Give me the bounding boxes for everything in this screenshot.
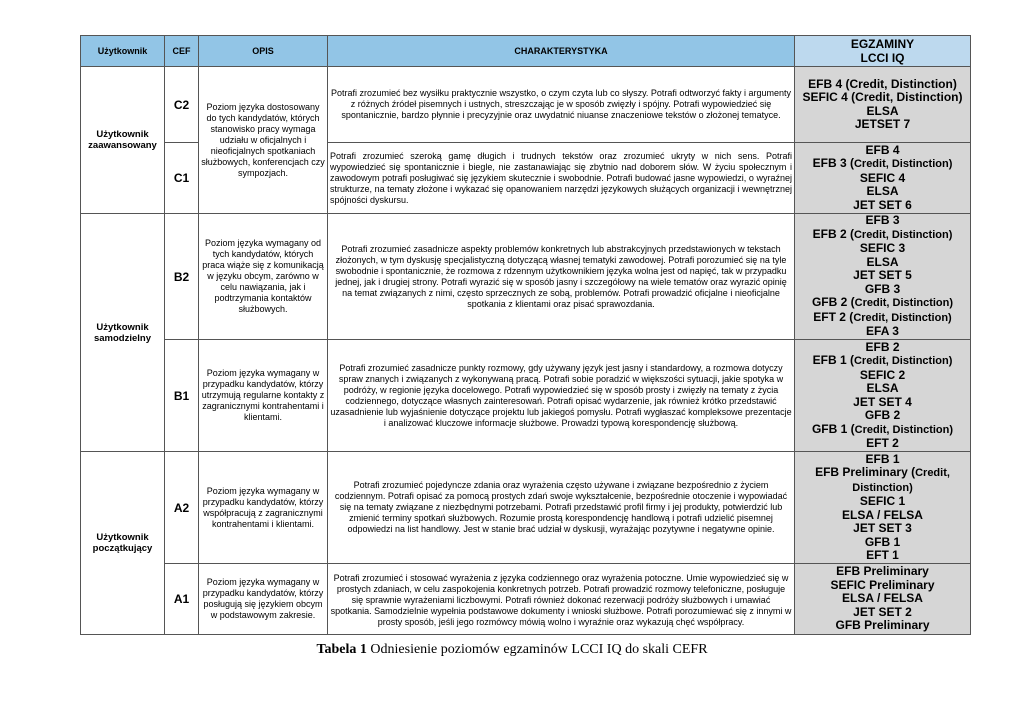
row-b1 (81, 340, 971, 452)
exam-item (797, 311, 968, 326)
exam-main: JET SET 6 (853, 197, 912, 212)
exam-item (797, 437, 968, 451)
exam-main: GFB 1 ( (811, 421, 855, 436)
exam-item (797, 256, 968, 270)
exam-item (797, 269, 968, 283)
exam-main: EFT 2 (866, 436, 899, 450)
exam-main: EFB 4 (865, 142, 900, 157)
exam-main: EFB 2 (865, 339, 900, 354)
header-user: Użytkownik (81, 36, 165, 67)
exam-item (797, 396, 968, 410)
opis-a1: Poziom języka wymagany w przypadku kandydatów, którzy posługują się językiem obcym w podstawowym zakresie. (199, 564, 328, 635)
exam-main: EFA 3 (866, 324, 899, 339)
cef-a2: A2 (165, 452, 199, 564)
exam-item: EFB 4 (Credit, Distinction) (808, 76, 957, 91)
exam-item (797, 228, 968, 243)
exam-item (797, 242, 968, 256)
exam-item: ELSA / FELSA (842, 591, 923, 606)
exam-main: SEFIC 4 (859, 170, 906, 185)
opis-b1: Poziom języka wymagany w przypadku kandydatów, którzy utrzymują regularne kontakty z zagranicznymi kontrahentami i klientami. (199, 340, 328, 452)
desc-c2: Potrafi zrozumieć bez wysiłku praktycznie wszystko, o czym czyta lub co słyszy. Potrafi odtworzyć fakty i argumenty z różnych źródeł pisemnych i ustnych, streszczając je w sposób zwięzły i spójny. Potrafi wypowiedzieć się spontanicznie, bardzo płynnie i precyzyjnie oraz uwydatnić niuanse znaczeniowe tekstów o złożonej tematyce. (328, 67, 795, 143)
exam-main: SEFIC 1 (859, 494, 906, 508)
exams-a1 (795, 564, 971, 635)
exam-item: SEFIC 4 (Credit, Distinction) (802, 90, 963, 104)
exam-main: ELSA (866, 254, 899, 269)
exam-main: EFT 2 ( (813, 309, 854, 324)
exam-item (797, 369, 968, 383)
exam-sub: Credit, Distinction) (852, 467, 950, 494)
row-c2 (81, 67, 971, 143)
row-a1 (81, 564, 971, 635)
header-row (81, 36, 971, 67)
exam-item (797, 341, 968, 355)
opis-b2: Poziom języka wymagany od tych kandydatów, których praca wiąże się z komunikacją w języku obcym, zarówno w celu nawiązania, jak i podtrzymania kontaktów służbowych. (199, 214, 328, 340)
exam-sub: Credit, Distinction) (853, 158, 953, 171)
opis-a2: Poziom języka wymagany w przypadku kandydatów, którzy współpracują z zagranicznymi kontrahentami i klientami. (199, 452, 328, 564)
exam-item (797, 466, 968, 495)
exam-item (797, 409, 968, 423)
table-caption (0, 642, 1024, 658)
exam-item (797, 185, 968, 199)
exam-sub: Credit, Distinction) (853, 228, 953, 241)
exam-item (797, 172, 968, 186)
header-exams (795, 36, 971, 67)
row-a2 (81, 452, 971, 564)
user-independent: Użytkownik samodzielny (81, 214, 165, 452)
exams-a2 (795, 452, 971, 564)
exam-main: ELSA (866, 184, 899, 199)
exam-item: JET SET 2 (853, 604, 912, 619)
caption-text: Odniesienie poziomów egzaminów LCCI IQ do skali CEFR (366, 642, 708, 657)
exam-item: ELSA (866, 103, 899, 118)
exam-main: ELSA / FELSA (842, 507, 923, 522)
exam-item: JETSET 7 (854, 117, 911, 131)
exam-item (797, 509, 968, 523)
exam-item (797, 382, 968, 396)
exam-main: EFB 3 (865, 213, 900, 228)
header-exams-line2: LCCI IQ (860, 51, 905, 65)
exam-main: SEFIC 2 (859, 367, 906, 382)
exam-item (797, 296, 968, 311)
exam-main: EFT 1 (866, 548, 899, 562)
exam-main: EFB 1 (865, 451, 900, 466)
exam-item: EFB Preliminary (836, 564, 929, 579)
exam-item (797, 453, 968, 467)
desc-a1: Potrafi zrozumieć i stosować wyrażenia z języka codziennego oraz wyrażenia potoczne. Umie wypowiedzieć się w prostych zdaniach, w celu zaspokojenia konkretnych potrzeb. Potrafi prowadzić rozmowy telefoniczne, posługuje się sprawnie wyrażeniami liczbowymi. Potrafi również dokonać rezerwacji podróży służbowych i umawiać spotkania. Samodzielnie wypełnia podstawowe dokumenty i wnioski służbowe. Potrafi porozumiewać się z innymi w prosty sposób, jeśli jego rozmówcy mówią wolno i wyraźnie oraz wykazują chęć współpracy. (328, 564, 795, 635)
user-basic: Użytkownik początkujący (81, 452, 165, 635)
exam-item (797, 157, 968, 172)
exam-sub: Credit, Distinction) (854, 423, 954, 436)
exam-sub: Credit, Distinction) (853, 355, 953, 367)
cef-a1: A1 (165, 564, 199, 635)
exam-item (797, 536, 968, 550)
exam-sub: Credit, Distinction) (853, 311, 952, 324)
exam-main: JET SET 3 (853, 521, 912, 535)
exam-item (797, 214, 968, 228)
exam-item (797, 423, 968, 438)
exam-item: SEFIC Preliminary (830, 577, 935, 592)
header-opis: OPIS (199, 36, 328, 67)
exam-item (797, 495, 968, 509)
exams-c1 (795, 143, 971, 214)
exam-main: EFB 3 ( (812, 156, 854, 171)
exams-b2 (795, 214, 971, 340)
desc-b2: Potrafi zrozumieć zasadnicze aspekty problemów konkretnych lub abstrakcyjnych przedstawionych w tekstach złożonych, w tym dyskusję specjalistyczną dotyczącą własnej tematyki zawodowej. Potrafi porozumieć się na tyle swobodnie i spontanicznie, że rozmowa z rdzennym użytkownikiem języka wolna jest od napięć, tak w przypadku jednej, jak i drugiej strony. Potrafi wyrazić się w sposób jasny i szczegółowy na wiele tematów oraz wyrazić opinię na temat związanych z nimi, często sprzecznych ze sobą, problemów. Potrafi prowadzić oficjalne i nieoficjalne spotkania z klientami oraz pisać sprawozdania. (328, 214, 795, 340)
exam-main: EFB 2 ( (812, 226, 854, 241)
cef-b2: B2 (165, 214, 199, 340)
exam-item (797, 144, 968, 158)
exam-item (797, 522, 968, 536)
exam-item (797, 283, 968, 297)
exam-main: GFB 2 (864, 408, 901, 422)
exam-item: GFB Preliminary (835, 618, 930, 633)
exams-c2 (795, 67, 971, 143)
exam-main: SEFIC 3 (859, 241, 906, 256)
exam-item (797, 549, 968, 563)
desc-c1: Potrafi zrozumieć szeroką gamę długich i trudnych tekstów oraz zrozumieć ukryty w nich sens. Potrafi wypowiedzieć się spontanicznie i biegle, nie zastanawiając się zbytnio nad doborem słów. W życiu społecznym i zawodowym potrafi posługiwać się językiem skutecznie i swobodnie. Potrafi budować jasne wypowiedzi, o wyraźnej strukturze, na tematy złożone i wykazać się opanowaniem narzędzi językowych służących organizacji i wewnętrznej spójności dyskursu. (328, 143, 795, 214)
exam-main: GFB 1 (864, 534, 901, 549)
exam-item (797, 325, 968, 339)
header-cef: CEF (165, 36, 199, 67)
opis-c: Poziom języka dostosowany do tych kandydatów, których stanowisko pracy wymaga udziału w oficjalnych i nieoficjalnych spotkaniach służbowych, konferencjach czy sympozjach. (199, 67, 328, 214)
header-characteristics: CHARAKTERYSTYKA (328, 36, 795, 67)
exams-b1 (795, 340, 971, 452)
cefr-table (80, 35, 971, 635)
exam-main: EFB Preliminary ( (815, 465, 916, 479)
desc-b1: Potrafi zrozumieć zasadnicze punkty rozmowy, gdy używany język jest jasny i standardowy, a rozmowa dotyczy spraw znanych i związanych z wykonywaną pracą. Potrafi sobie poradzić w większości sytuacji, jakie spotyka w podróży, w regionie języka docelowego. Potrafi wypowiedzieć się w sposób prosty i zwięzły na tematy z życia codziennego, dotyczące własnych zainteresowań. Potrafi opisać wydarzenie, jak również krótko przedstawić uzasadnienie lub wyjaśnienie dotyczące projektu lub jakiegoś pomysłu. Potrafi wygłaszać kompleksowe prezentacje i analizować kluczowe informacje służbowe. Prowadzi typową korespondencję służbową. (328, 340, 795, 452)
exam-sub: Credit, Distinction) (854, 297, 954, 310)
user-advanced: Użytkownik zaawansowany (81, 67, 165, 214)
exam-main: ELSA (866, 381, 899, 395)
exam-main: EFB 1 ( (812, 353, 854, 367)
cef-c2: C2 (165, 67, 199, 143)
exam-main: JET SET 5 (853, 268, 912, 283)
exam-item (797, 354, 968, 369)
cef-b1: B1 (165, 340, 199, 452)
desc-a2: Potrafi zrozumieć pojedyncze zdania oraz wyrażenia często używane i związane bezpośrednio z życiem codziennym. Potrafi opisać za pomocą prostych zdań swoje wykształcenie, bezpośrednie otoczenie i wypowiadać się na tematy związane z niezbędnymi potrzebami. Potrafi przedstawić profil firmy i jej produkty, potwierdzić lub zmienić terminy spotkań służbowych. Rozumie prostą korespondencję handlową i potrafi udzielić pisemnej odpowiedzi na list handlowy. Jest w stanie brać udział w dyskusji, wyrażając pozytywne i negatywne opinie. (328, 452, 795, 564)
exam-main: GFB 3 (864, 281, 901, 296)
exam-main: GFB 2 ( (811, 295, 855, 310)
cef-c1: C1 (165, 143, 199, 214)
exam-item (797, 199, 968, 213)
caption-label: Tabela 1 (316, 642, 367, 657)
header-exams-line1: EGZAMINY (850, 37, 915, 51)
exam-main: JET SET 4 (853, 394, 912, 409)
row-b2 (81, 214, 971, 340)
